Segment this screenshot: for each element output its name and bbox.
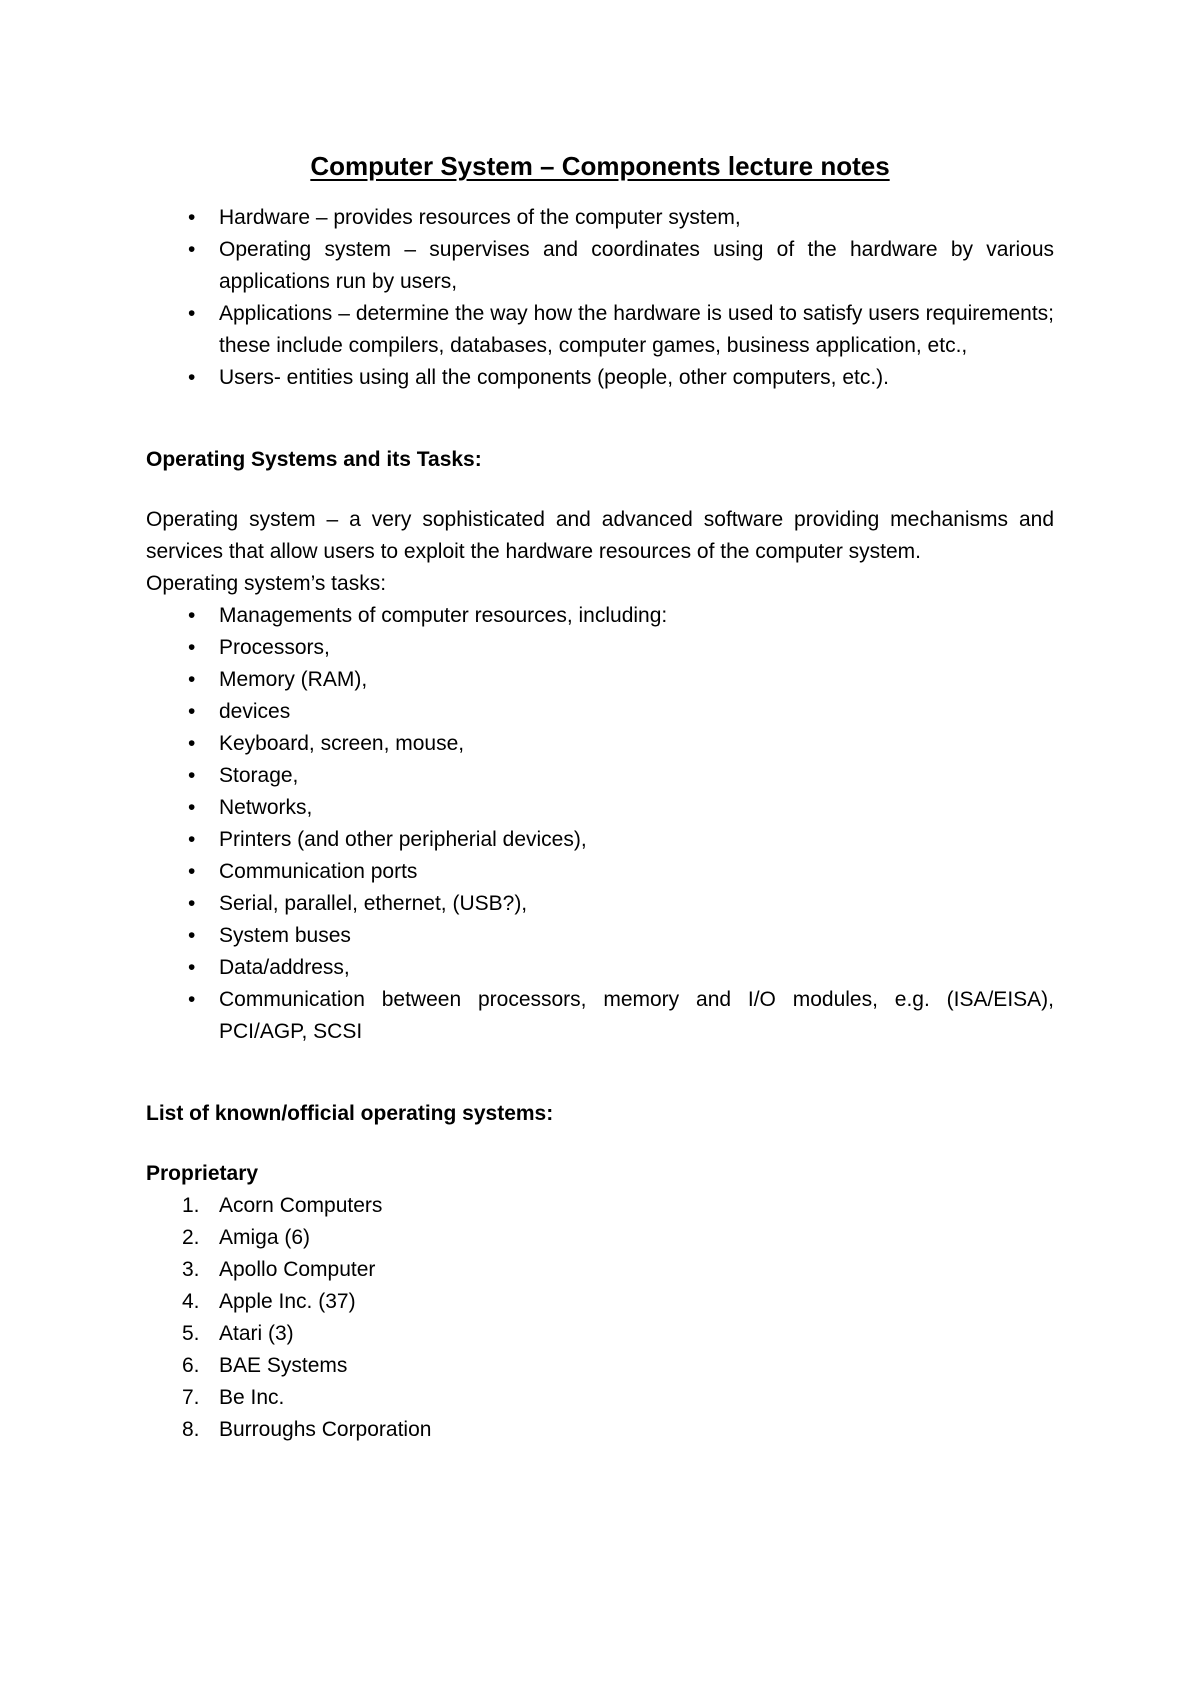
spacer xyxy=(146,1048,1054,1098)
components-list xyxy=(146,202,1054,394)
list-number: 3. xyxy=(182,1258,200,1281)
list-item xyxy=(146,1414,1054,1446)
list-number: 6. xyxy=(182,1354,200,1377)
list-number: 8. xyxy=(182,1418,200,1441)
page-title: Computer System – Components lecture notes xyxy=(310,151,890,181)
section-heading-os-tasks: Operating Systems and its Tasks: xyxy=(146,448,482,471)
spacer xyxy=(146,394,1054,444)
spacer xyxy=(146,476,1054,504)
list-item xyxy=(146,1318,1054,1350)
list-item-text: Apple Inc. (37) xyxy=(219,1290,356,1313)
list-item: • devices xyxy=(146,696,1054,728)
list-item: • Managements of computer resources, including: xyxy=(146,600,1054,632)
proprietary-os-list xyxy=(146,1190,1054,1446)
os-definition-paragraph: Operating system – a very sophisticated and advanced software providing mechanisms and services that allow users to exploit the hardware resources of the computer system. xyxy=(146,508,1054,563)
list-item: • Applications – determine the way how the hardware is used to satisfy users requirements; these include compilers, databases, computer games, business application, etc., xyxy=(146,298,1054,362)
list-item: • Communication between processors, memory and I/O modules, e.g. (ISA/EISA), PCI/AGP, SCSI xyxy=(146,984,1054,1048)
list-item: • Processors, xyxy=(146,632,1054,664)
list-item-text: Apollo Computer xyxy=(219,1258,376,1281)
list-item xyxy=(146,1222,1054,1254)
list-item-text: Amiga (6) xyxy=(219,1226,311,1249)
list-number: 2. xyxy=(182,1226,200,1249)
list-item: • Operating system – supervises and coordinates using of the hardware by various applications run by users, xyxy=(146,234,1054,298)
list-item: • Users- entities using all the components (people, other computers, etc.). xyxy=(146,362,1054,394)
list-item xyxy=(146,1350,1054,1382)
list-number: 5. xyxy=(182,1322,200,1345)
list-item-text: Atari (3) xyxy=(219,1322,294,1345)
list-item xyxy=(146,1190,1054,1222)
list-item-text: Burroughs Corporation xyxy=(219,1418,432,1441)
list-number: 7. xyxy=(182,1386,200,1409)
list-number: 4. xyxy=(182,1290,200,1313)
section-heading-os-list: List of known/official operating systems: xyxy=(146,1102,554,1125)
tasks-intro: Operating system’s tasks: xyxy=(146,572,387,595)
list-item xyxy=(146,1286,1054,1318)
tasks-list xyxy=(146,600,1054,1048)
list-item xyxy=(146,1382,1054,1414)
list-item: • Data/address, xyxy=(146,952,1054,984)
subheading-proprietary: Proprietary xyxy=(146,1162,259,1185)
list-item xyxy=(146,1254,1054,1286)
spacer xyxy=(146,1130,1054,1158)
list-item: • System buses xyxy=(146,920,1054,952)
list-item: • Memory (RAM), xyxy=(146,664,1054,696)
document-body xyxy=(146,146,1054,1446)
list-item: • Storage, xyxy=(146,760,1054,792)
list-item: • Serial, parallel, ethernet, (USB?), xyxy=(146,888,1054,920)
list-number: 1. xyxy=(182,1194,200,1217)
list-item: • Keyboard, screen, mouse, xyxy=(146,728,1054,760)
list-item-text: BAE Systems xyxy=(219,1354,348,1377)
list-item: • Printers (and other peripherial devices), xyxy=(146,824,1054,856)
list-item-text: Acorn Computers xyxy=(219,1194,383,1217)
list-item: • Communication ports xyxy=(146,856,1054,888)
list-item: • Hardware – provides resources of the computer system, xyxy=(146,202,1054,234)
list-item-text: Be Inc. xyxy=(219,1386,285,1409)
list-item: • Networks, xyxy=(146,792,1054,824)
